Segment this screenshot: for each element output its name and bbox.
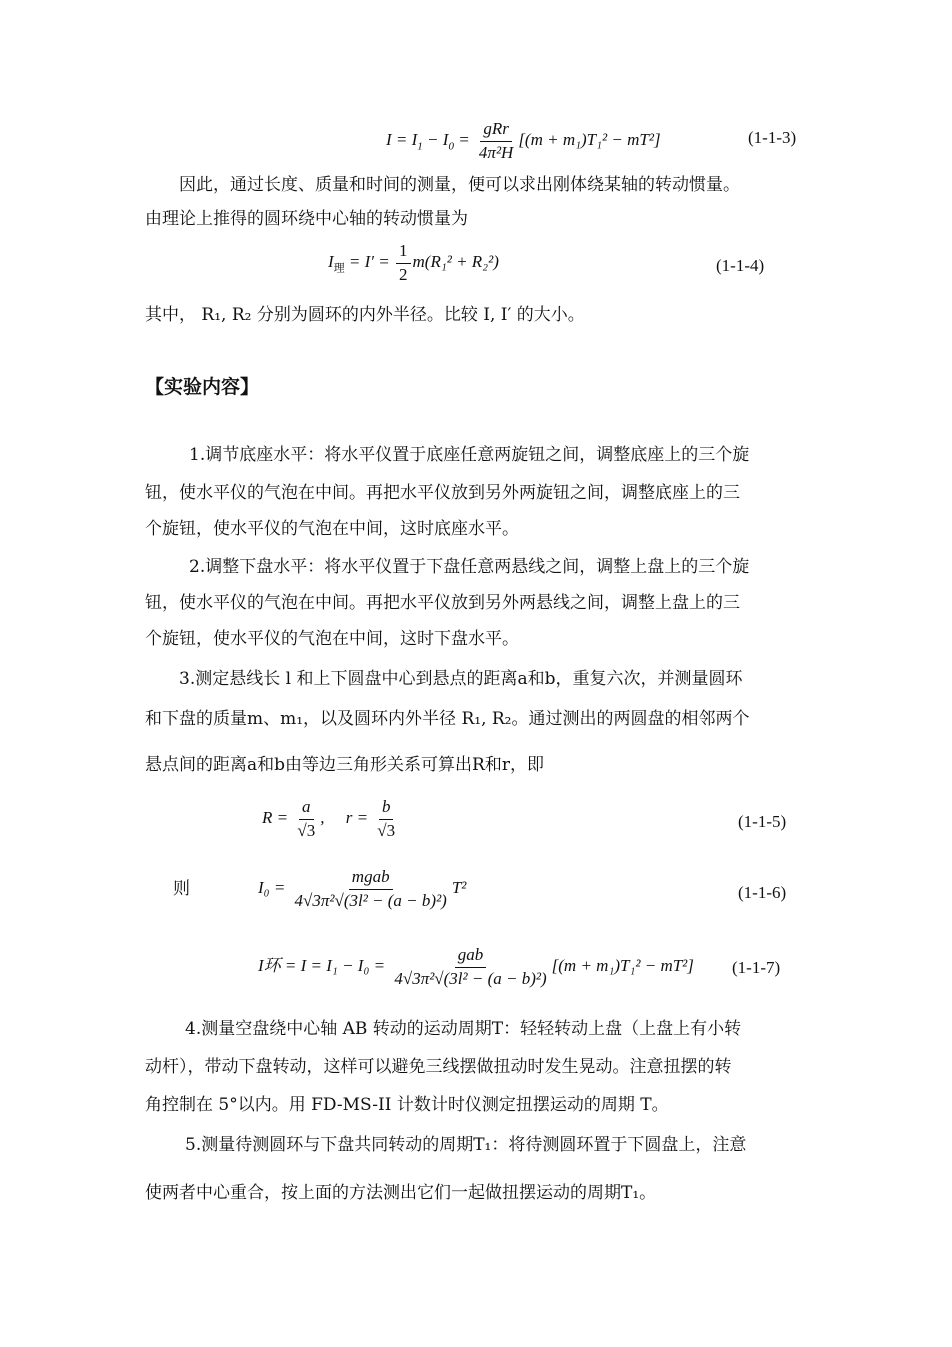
step1-line3: 个旋钮，使水平仪的气泡在中间，这时底座水平。 [145, 519, 519, 539]
step2-line3: 个旋钮，使水平仪的气泡在中间，这时下盘水平。 [145, 629, 519, 649]
eq3-den: 4π²H [478, 142, 514, 162]
ze-label: 则 [173, 879, 190, 899]
step3-line1: 3.测定悬线长 l 和上下圆盘中心到悬点的距离a和b，重复六次，并测量圆环 [179, 669, 743, 689]
equation-number-1-1-3: (1-1-3) [748, 128, 797, 147]
equation-1-1-3 [386, 120, 661, 162]
eq7-num: gab [455, 946, 487, 968]
eq3-sub0: 0 [448, 140, 454, 153]
equation-1-1-6 [258, 868, 466, 910]
eq4-den: 2 [399, 264, 408, 284]
eq5-frac2 [374, 798, 398, 840]
eq6-den: 4√3π²√(3l² − (a − b)²) [294, 890, 447, 910]
equation-number-1-1-5: (1-1-5) [738, 812, 787, 831]
eq4-lhs-sub: 理 [333, 262, 345, 275]
eq3-minus: − I [422, 130, 449, 150]
eq6-rhs: T² [451, 878, 467, 898]
step1-line1: 1.调节底座水平：将水平仪置于底座任意两旋钮之间，调整底座上的三个旋 [189, 445, 750, 465]
eq7-lhs: I环 = I = I₁ − I₀ = [258, 956, 390, 976]
eq5-frac1 [294, 798, 318, 840]
equation-number-1-1-7: (1-1-7) [732, 958, 781, 977]
para1-line1: 因此，通过长度、质量和时间的测量，便可以求出刚体绕某轴的转动惯量。 [179, 175, 740, 195]
step4-line3: 角控制在 5°以内。用 FD-MS-II 计数计时仪测定扭摆运动的周期 T。 [145, 1095, 669, 1115]
eq3-eq: = [453, 130, 474, 150]
step3-line2: 和下盘的质量m、m₁，以及圆环内外半径 R₁, R₂。通过测出的两圆盘的相邻两个 [145, 709, 750, 729]
step4-line2: 动杆），带动下盘转动，这样可以避免三线摆做扭动时发生晃动。注意扭摆的转 [145, 1057, 732, 1077]
equation-number-1-1-6: (1-1-6) [738, 883, 787, 902]
eq5-den2: √3 [377, 820, 396, 840]
equation-number-1-1-4: (1-1-4) [716, 256, 765, 275]
step1-line2: 钮，使水平仪的气泡在中间。再把水平仪放到另外两旋钮之间，调整底座上的三 [145, 483, 740, 503]
eq3-fraction [476, 120, 516, 162]
step3-line3: 悬点间的距离a和b由等边三角形关系可算出R和r，即 [145, 755, 544, 775]
eq3-num: gRr [480, 120, 512, 142]
eq4-lhs: I [328, 252, 334, 272]
equation-1-1-7 [258, 946, 694, 988]
para2: 其中， R₁, R₂ 分别为圆环的内外半径。比较 I, I′ 的大小。 [145, 305, 585, 325]
eq4-rhs: m(R₁² + R₂²) [412, 252, 499, 272]
eq6-num: mgab [349, 868, 393, 890]
equation-1-1-5 [262, 798, 400, 840]
step4-line1: 4.测量空盘绕中心轴 AB 转动的运动周期T：轻轻转动上盘（上盘上有小转 [185, 1019, 742, 1039]
section-heading: 【实验内容】 [145, 376, 260, 398]
step2-line1: 2.调整下盘水平：将水平仪置于下盘任意两悬线之间，调整上盘上的三个旋 [189, 557, 750, 577]
eq5-den1: √3 [297, 820, 316, 840]
eq4-mid: = I′ = [344, 252, 394, 272]
eq5-sep: , r = [320, 808, 373, 828]
equation-1-1-4 [328, 242, 499, 284]
eq7-rhs: [(m + m₁)T₁² − mT²] [551, 956, 694, 976]
step5-line2: 使两者中心重合，按上面的方法测出它们一起做扭摆运动的周期T₁。 [145, 1183, 657, 1203]
step5-line1: 5.测量待测圆环与下盘共同转动的周期T₁：将待测圆环置于下圆盘上，注意 [185, 1135, 747, 1155]
eq4-fraction [396, 242, 411, 284]
eq6-fraction [292, 868, 450, 910]
eq4-num: 1 [396, 242, 411, 264]
eq5-num2: b [379, 798, 394, 820]
eq7-den: 4√3π²√(3l² − (a − b)²) [394, 968, 547, 988]
eq3-sub1: 1 [417, 140, 423, 153]
eq3-rhs: [(m + m₁)T₁² − mT²] [518, 130, 661, 150]
eq3-lhs: I = I [386, 130, 418, 150]
step2-line2: 钮，使水平仪的气泡在中间。再把水平仪放到另外两悬线之间，调整上盘上的三 [145, 593, 740, 613]
eq5-r: R = [262, 808, 293, 828]
para1-line2: 由理论上推得的圆环绕中心轴的转动惯量为 [145, 209, 468, 229]
eq7-fraction [391, 946, 549, 988]
eq5-num1: a [299, 798, 314, 820]
eq6-lhs: I₀ = [258, 878, 290, 898]
